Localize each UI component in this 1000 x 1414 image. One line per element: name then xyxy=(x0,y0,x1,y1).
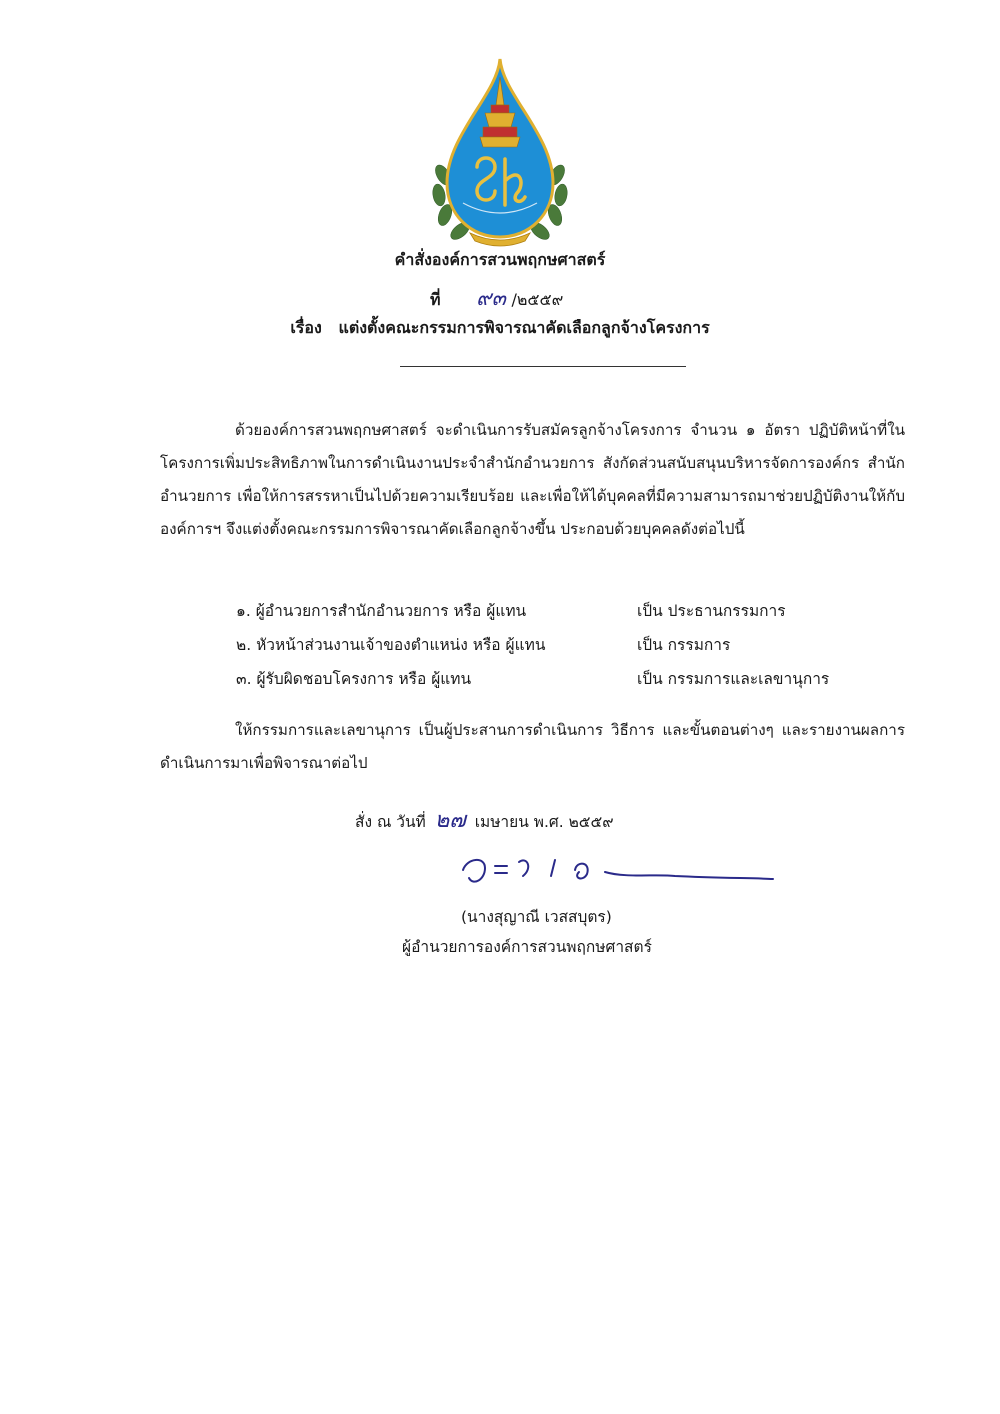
committee-item-2-label: ๒. หัวหน้าส่วนงานเจ้าของตำแหน่ง หรือ ผู้แทน xyxy=(236,636,546,654)
date-rest: เมษายน พ.ศ. ๒๕๕๙ xyxy=(474,813,614,831)
date-day: ๒๗ xyxy=(434,808,466,833)
committee-item-1-role: เป็น ประธานกรรมการ xyxy=(637,602,786,620)
body-paragraph-1: ด้วยองค์การสวนพฤกษศาสตร์ จะดำเนินการรับสมัครลูกจ้างโครงการ จำนวน ๑ อัตรา ปฏิบัติหน้าที่ในโครงการเพิ่มประสิทธิภาพในการดำเนินงานประจำสำนักอำนวยการ สังกัดส่วนสนับสนุนบริหารจัดการองค์กร สำนักอำนวยการ เพื่อให้การสรรหาเป็นไปด้วยความเรียบร้อย และเพื่อให้ได้บุคคลที่มีความสามารถมาช่วยปฏิบัติงานให้กับองค์การฯ จึงแต่งตั้งคณะกรรมการพิจารณาคัดเลือกลูกจ้างขึ้น ประกอบด้วยบุคคลดังต่อไปนี้ xyxy=(160,421,905,538)
committee-item-3-label: ๓. ผู้รับผิดชอบโครงการ หรือ ผู้แทน xyxy=(236,670,472,688)
order-date xyxy=(355,802,614,837)
date-prefix: สั่ง ณ วันที่ xyxy=(355,813,426,831)
organization-logo xyxy=(425,55,575,250)
order-number-label: ที่ xyxy=(430,290,441,309)
order-number-year: /๒๕๕๙ xyxy=(511,290,564,309)
subject-label: เรื่อง xyxy=(290,318,322,337)
signature xyxy=(455,848,785,893)
order-number-value: ๙๓ xyxy=(476,286,506,310)
order-number xyxy=(430,282,563,315)
body-paragraph-2: ให้กรรมการและเลขานุการ เป็นผู้ประสานการดำเนินการ วิธีการ และขั้นตอนต่างๆ และรายงานผลการดำเนินการมาเพื่อพิจารณาต่อไป xyxy=(160,721,905,772)
subject-text: แต่งตั้งคณะกรรมการพิจารณาคัดเลือกลูกจ้างโครงการ xyxy=(338,318,710,337)
subject-line xyxy=(0,316,1000,341)
signer-position: ผู้อำนวยการองค์การสวนพฤกษศาสตร์ xyxy=(402,938,652,956)
committee-item-2-role: เป็น กรรมการ xyxy=(637,636,731,654)
document-title: คำสั่งองค์การสวนพฤกษศาสตร์ xyxy=(394,250,606,269)
committee-item-1-label: ๑. ผู้อำนวยการสำนักอำนวยการ หรือ ผู้แทน xyxy=(236,602,527,620)
signer-name: (นางสุญาณี เวสสบุตร) xyxy=(461,908,612,926)
committee-item-3-role: เป็น กรรมการและเลขานุการ xyxy=(637,670,830,688)
header-divider xyxy=(400,366,686,367)
